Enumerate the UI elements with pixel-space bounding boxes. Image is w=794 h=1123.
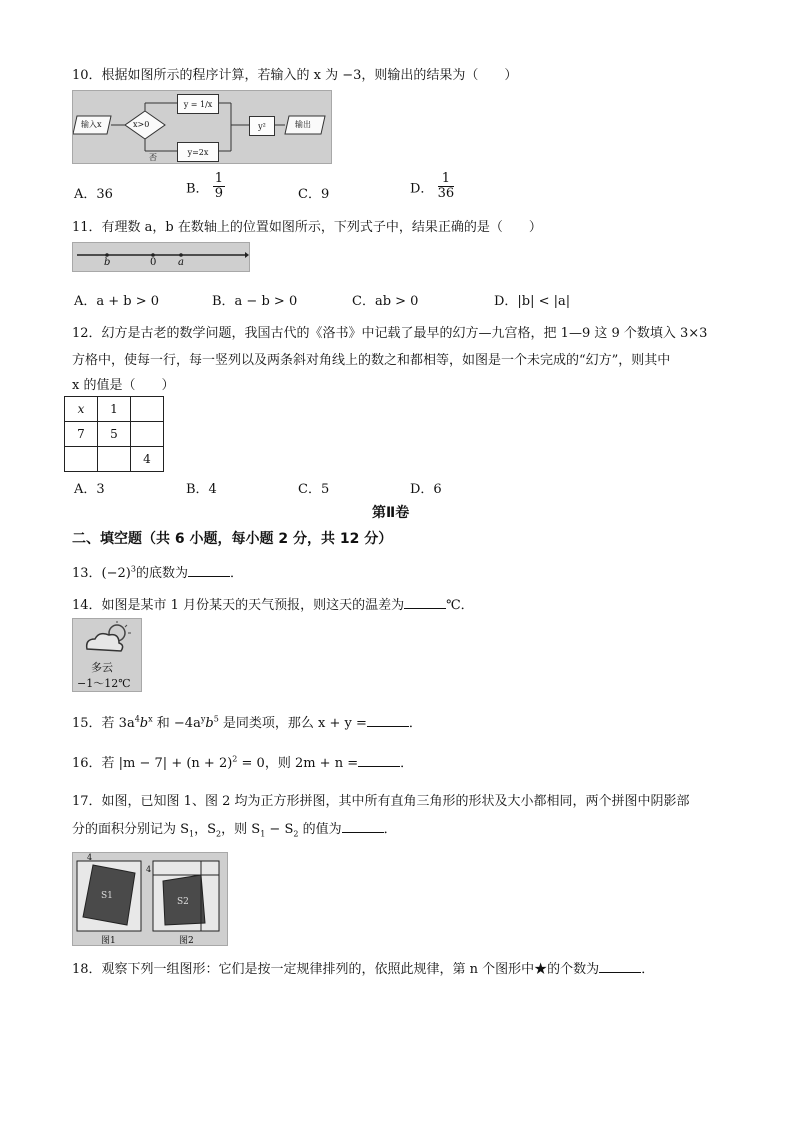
grid-row	[65, 397, 164, 422]
flow-yes-box: y = 1/x	[177, 94, 219, 114]
q12-option-a: A．3	[74, 482, 105, 497]
q17-period: ．	[383, 822, 397, 837]
answer-blank[interactable]	[358, 754, 400, 767]
flow-condition-label: x>0	[133, 120, 150, 129]
q11-option-c: C．ab > 0	[352, 294, 419, 309]
q15-exp: y	[200, 714, 206, 724]
flow-no-box: y=2x	[177, 142, 219, 162]
q13-question: 的底数为	[135, 566, 188, 581]
volume-title: 第Ⅱ卷	[372, 505, 410, 521]
q11-number-line	[72, 242, 250, 272]
q12-option-d: D．6	[410, 482, 442, 497]
option-d-fraction	[438, 172, 455, 202]
fraction-denominator: 36	[437, 186, 455, 202]
dimension-label-fig2: 4	[146, 865, 152, 874]
grid-cell	[131, 397, 164, 422]
q14-weather-photo	[72, 618, 142, 692]
cloud-sun-icon	[73, 619, 141, 659]
shaded-area-label-s1: S1	[101, 891, 113, 901]
q15-question: 是同类项，那么 x + y =	[218, 716, 367, 731]
section-heading: 二、填空题（共 6 小题，每小题 2 分，共 12 分）	[72, 531, 393, 547]
fraction-numerator: 1	[438, 172, 455, 187]
grid-cell	[131, 422, 164, 447]
q16-question: = 0，则 2m + n =	[237, 756, 359, 771]
flow-input-label: 输入x	[81, 120, 102, 129]
option-b-label: B．	[186, 181, 209, 197]
flow-square-box: y²	[249, 116, 275, 136]
q17-line1: 17．如图，已知图 1、图 2 均为正方形拼图，其中所有直角三角形的形状及大小都相同，两个拼图中阴影部	[72, 794, 690, 809]
q13-period: ．	[229, 566, 243, 581]
figure2-caption: 图2	[179, 936, 194, 946]
answer-blank[interactable]	[599, 960, 641, 973]
q10-option-c: C．9	[298, 187, 330, 202]
magic-square-grid	[64, 396, 164, 472]
q17-text: ，S	[194, 822, 217, 837]
q10-option-a: A．36	[74, 187, 113, 202]
q13-text	[72, 562, 243, 581]
grid-cell: 5	[98, 422, 131, 447]
axis-label-a: a	[178, 257, 184, 268]
q18-period: ．	[641, 962, 655, 977]
q12-option-b: B．4	[186, 482, 217, 497]
fraction-denominator: 9	[214, 186, 223, 202]
grid-cell: 7	[65, 422, 98, 447]
q15-text	[72, 712, 422, 731]
q16-text	[72, 752, 413, 771]
q10-option-b	[186, 172, 225, 202]
option-b-fraction	[213, 172, 225, 202]
grid-cell: 4	[131, 447, 164, 472]
q15-term2: 和 −4a	[152, 716, 201, 731]
q17-figures-photo	[72, 852, 228, 946]
fraction-numerator: 1	[214, 171, 223, 186]
answer-blank[interactable]	[188, 564, 230, 577]
q15-term1: 15．若 3a	[72, 716, 135, 731]
q16-expr: 16．若 |m − 7| + (n + 2)	[72, 756, 233, 771]
q17-text: 分的面积分别记为 S	[72, 822, 190, 837]
q10-flowchart	[72, 90, 332, 164]
grid-cell	[65, 447, 98, 472]
grid-cell: x	[65, 397, 98, 422]
q15-var: b	[205, 716, 214, 731]
q10-option-d	[410, 172, 454, 202]
option-d-label: D．	[410, 181, 434, 197]
q17-sub: 1	[260, 829, 266, 839]
shaded-area-label-s2: S2	[177, 897, 189, 907]
q12-option-c: C．5	[298, 482, 330, 497]
q18-text	[72, 958, 654, 977]
q11-option-b: B．a − b > 0	[212, 294, 298, 309]
answer-blank[interactable]	[342, 820, 384, 833]
axis-label-zero: 0	[150, 257, 157, 268]
grid-cell: 1	[98, 397, 131, 422]
q14-unit: ℃．	[446, 598, 474, 613]
q11-option-d: D．|b| < |a|	[494, 294, 571, 309]
flow-no-label: 否	[149, 153, 157, 162]
q15-period: ．	[408, 716, 422, 731]
q17-text: 的值为	[298, 822, 342, 837]
q16-exp: 2	[232, 754, 238, 764]
q17-text: ，则 S	[221, 822, 261, 837]
q17-sub: 2	[293, 829, 299, 839]
number-line-axis	[73, 243, 249, 271]
q13-number: 13．	[72, 566, 102, 581]
q10-stem: 10．根据如图所示的程序计算，若输入的 x 为 −3，则输出的结果为（ ）	[72, 68, 518, 83]
weather-condition-text: 多云	[91, 661, 113, 674]
answer-blank[interactable]	[404, 596, 446, 609]
q17-line2	[72, 818, 397, 839]
q12-stem-line3: x 的值是（ ）	[72, 378, 175, 393]
answer-blank[interactable]	[367, 714, 409, 727]
q17-sub: 2	[216, 829, 222, 839]
grid-row	[65, 447, 164, 472]
dimension-label-fig1: 4	[87, 853, 93, 862]
axis-label-b: b	[104, 257, 111, 268]
flow-output-label: 输出	[295, 120, 311, 129]
q15-exp: x	[148, 714, 153, 724]
q16-period: ．	[400, 756, 414, 771]
grid-cell	[98, 447, 131, 472]
temperature-range-text: −1～12℃	[77, 677, 131, 690]
figure1-caption: 图1	[101, 936, 116, 946]
q14-text	[72, 594, 474, 613]
q14-stem: 14．如图是某市 1 月份某天的天气预报，则这天的温差为	[72, 598, 405, 613]
q17-text: − S	[265, 822, 294, 837]
q17-sub: 1	[189, 829, 195, 839]
q13-base: (−2)	[101, 566, 131, 581]
q15-var: b	[139, 716, 149, 731]
q11-option-a: A．a + b > 0	[74, 294, 160, 309]
q11-stem: 11．有理数 a，b 在数轴上的位置如图所示，下列式子中，结果正确的是（ ）	[72, 220, 542, 235]
q12-stem-line2: 方格中，使每一行，每一竖列以及两条斜对角线上的数之和都相等，如图是一个未完成的“幻方”，则其中	[72, 353, 671, 368]
grid-row	[65, 422, 164, 447]
q18-stem: 18．观察下列一组图形：它们是按一定规律排列的，依照此规律，第 n 个图形中★的个数为	[72, 962, 600, 977]
q13-exponent: 3	[130, 564, 136, 574]
q15-exp: 4	[134, 714, 140, 724]
q12-stem-line1: 12．幻方是古老的数学问题，我国古代的《洛书》中记载了最早的幻方—九宫格，把 1—9 这 9 个数填入 3×3	[72, 326, 708, 341]
q15-exp: 5	[213, 714, 219, 724]
